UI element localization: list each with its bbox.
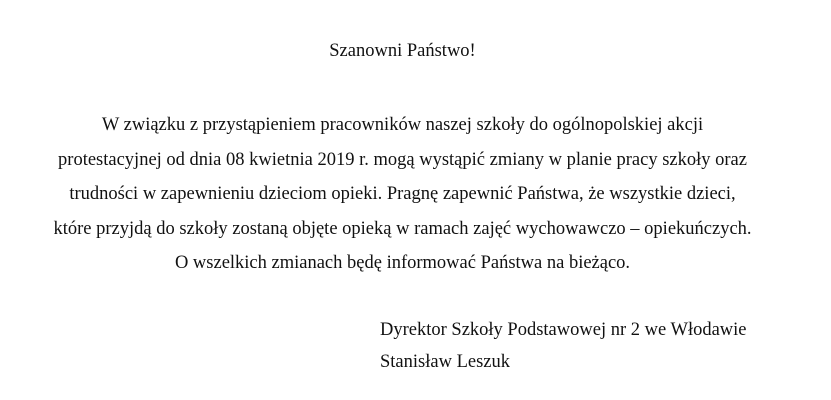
signature-block: [380, 314, 820, 378]
body-line-4: które przyjdą do szkoły zostaną objęte opieką w ramach zajęć wychowawczo – opiekuńczych.: [53, 218, 752, 239]
signature-name: Stanisław Leszuk: [380, 352, 510, 372]
body-line-5: O wszelkich zmianach będę informować Państwa na bieżąco.: [174, 253, 631, 273]
letter-body: [0, 108, 805, 281]
body-line-1: W związku z przystąpieniem pracowników naszej szkoły do ogólnopolskiej akcji: [101, 115, 704, 135]
greeting: Szanowni Państwo!: [329, 41, 476, 61]
body-line-2: protestacyjnej od dnia 08 kwietnia 2019 r. mogą wystąpić zmiany w planie pracy szkoły oraz: [58, 149, 747, 170]
signature-title: Dyrektor Szkoły Podstawowej nr 2 we Włodawie: [380, 320, 747, 340]
body-line-3: trudności w zapewnieniu dzieciom opieki. Pragnę zapewnić Państwa, że wszystkie dzieci,: [69, 184, 736, 204]
